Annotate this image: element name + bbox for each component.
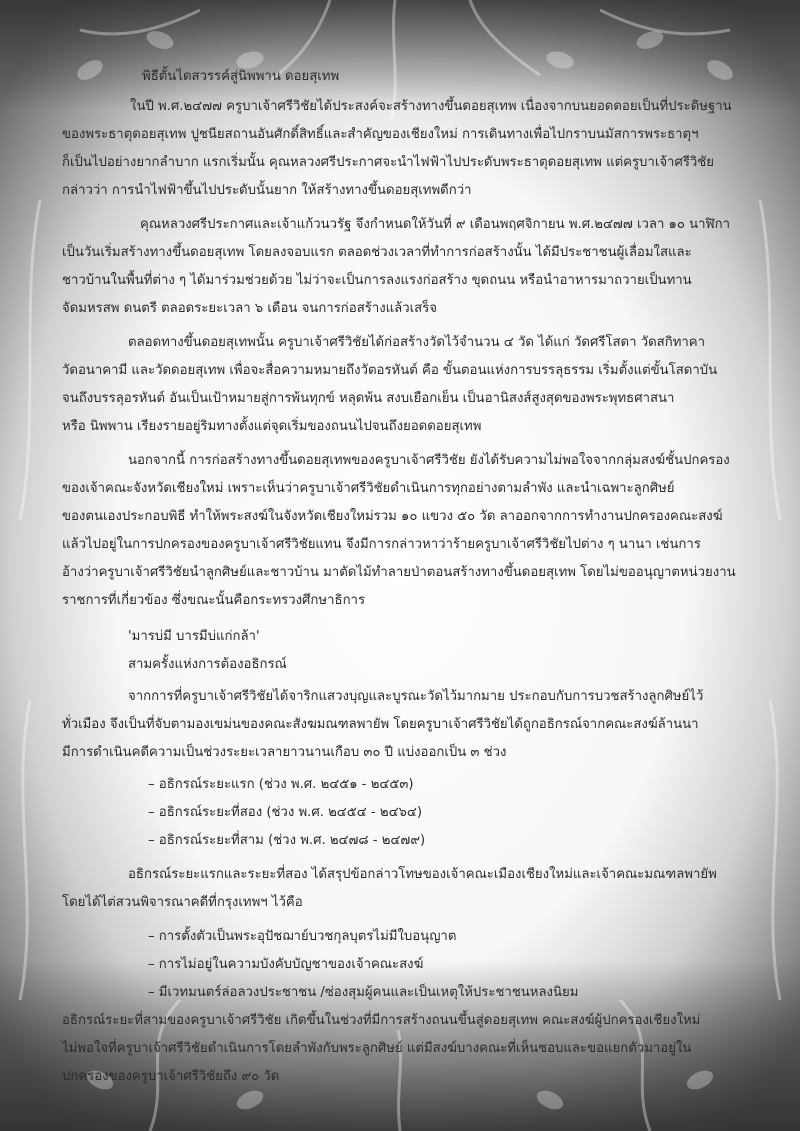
paragraph-line: ของเจ้าคณะจังหวัดเชียงใหม่ เพราะเห็นว่าครูบาเจ้าศรีวิชัยดำเนินการทุกอย่างตามลำพัง และนำเฉพาะลูกศิษย์ xyxy=(62,481,675,496)
paragraph-line: อธิกรณ์ระยะแรกและระยะที่สอง ได้สรุปข้อกล่าวโทษของเจ้าคณะเมืองเชียงใหม่และเจ้าคณะมณฑลพายัพ xyxy=(128,867,717,882)
quote-line: 'มารบ่มี บารมีบ่แก่กล้า' xyxy=(128,629,260,644)
paragraph-line: ก็เป็นไปอย่างยากลำบาก แรกเริ่มนั้น คุณหลวงศรีประกาศจะนำไฟฟ้าไปประดับพระธาตุดอยสุเทพ แต่ครูบาเจ้าศรีวิชัย xyxy=(62,155,714,170)
paragraph-line: ในปี พ.ศ.๒๔๗๗ ครูบาเจ้าศรีวิชัยได้ประสงค์จะสร้างทางขึ้นดอยสุเทพ เนื่องจากบนยอดดอยเป็นที่ประดิษฐาน xyxy=(130,99,732,114)
paragraph-line: ปกครองของครูบาเจ้าศรีวิชัยถึง ๙๐ วัด xyxy=(62,1069,280,1084)
paragraph-line: ไม่พอใจที่ครูบาเจ้าศรีวิชัยดำเนินการโดยลำพังกับพระลูกศิษย์ แต่มีสงฆ์บางคณะที่เห็นชอบและขอแยกตัวมาอยู่ใน xyxy=(62,1041,692,1056)
paragraph-line: คุณหลวงศรีประกาศและเจ้าแก้วนวรัฐ จึงกำหนดให้วันที่ ๙ เดือนพฤศจิกายน พ.ศ.๒๔๗๗ เวลา ๑๐ นาฬิกา xyxy=(140,217,730,232)
list-item: – อธิกรณ์ระยะที่สาม (ช่วง พ.ศ. ๒๔๗๘ - ๒๔๗๙) xyxy=(148,833,426,848)
paragraph-line: เป็นวันเริ่มสร้างทางขึ้นดอยสุเทพ โดยลงจอบแรก ตลอดช่วงเวลาที่ทำการก่อสร้างนั้น ได้มีประชาชนผู้เลื่อมใสและ xyxy=(62,245,692,260)
list-item: – อธิกรณ์ระยะที่สอง (ช่วง พ.ศ. ๒๔๕๔ - ๒๔๖๔) xyxy=(148,805,423,820)
paragraph-line: โดยได้ไต่สวนพิจารณาคดีที่กรุงเทพฯ ไว้คือ xyxy=(62,895,303,910)
paragraph-line: จากการที่ครูบาเจ้าศรีวิชัยได้จาริกแสวงบุญและบูรณะวัดไว้มากมาย ประกอบกับการบวชสร้างลูกศิษย์ไว้ xyxy=(128,689,704,704)
paragraph-line: หรือ นิพพาน เรียงรายอยู่ริมทางตั้งแต่จุดเริ่มของถนนไปจนถึงยอดดอยสุเทพ xyxy=(62,419,482,434)
paragraph-line: ราชการที่เกี่ยวข้อง ซึ่งขณะนั้นคือกระทรวงศึกษาธิการ xyxy=(62,593,366,608)
paragraph-line: จัดมหรสพ ดนตรี ตลอดระยะเวลา ๖ เดือน จนการก่อสร้างแล้วเสร็จ xyxy=(62,301,438,316)
paragraph-line: วัดอนาคามี และวัดดอยสุเทพ เพื่อจะสื่อความหมายถึงวัตอรหันต์ คือ ขั้นตอนแห่งการบรรลุธรรม เริ่มตั้งแต่ขั้นโสดาบัน xyxy=(62,363,718,378)
paragraph-line: ของตนเองประกอบพิธี ทำให้พระสงฆ์ในจังหวัดเชียงใหม่รวม ๑๐ แขวง ๕๐ วัด ลาออกจากการทำงานปกครองคณะสงฆ์ xyxy=(62,509,723,524)
paragraph-line: แล้วไปอยู่ในการปกครองของครูบาเจ้าศรีวิชัยแทน จึงมีการกล่าวหาว่าร้ายครูบาเจ้าศรีวิชัยไปต่าง ๆ นานา เช่นการ xyxy=(62,537,701,552)
list-item: – การไม่อยู่ในความบังคับบัญชาของเจ้าคณะสงฆ์ xyxy=(148,957,424,972)
paragraph-line: อธิกรณ์ระยะที่สามของครูบาเจ้าศรีวิชัย เกิดขึ้นในช่วงที่มีการสร้างถนนขึ้นสู่ดอยสุเทพ คณะสงฆ์ผู้ปกครองเชียงใหม่ xyxy=(62,1013,701,1028)
paragraph-line: อ้างว่าครูบาเจ้าศรีวิชัยนำลูกศิษย์และชาวบ้าน มาตัดไม้ทำลายป่าตอนสร้างทางขึ้นดอยสุเทพ โดยไม่ขออนุญาตหน่วยงาน xyxy=(62,565,736,580)
list-item: – อธิกรณ์ระยะแรก (ช่วง พ.ศ. ๒๔๕๑ - ๒๔๕๓) xyxy=(148,777,414,792)
paragraph-line: นอกจากนี้ การก่อสร้างทางขึ้นดอยสุเทพของครูบาเจ้าศรีวิชัย ยังได้รับความไม่พอใจจากกลุ่มสงฆ์ชั้นปกครอง xyxy=(128,453,730,468)
paragraph-line: มีการดำเนินคดีความเป็นช่วงระยะเวลายาวนานเกือบ ๓๐ ปี แบ่งออกเป็น ๓ ช่วง xyxy=(62,745,507,760)
paragraph-line: ทั่วเมือง จึงเป็นที่จับตามองเขม่นของคณะสังฆมณฑลพายัพ โดยครูบาเจ้าศรีวิชัยได้ถูกอธิกรณ์จากคณะสงฆ์ล้านนา xyxy=(62,717,699,732)
subheading: สามครั้งแห่งการต้องอธิกรณ์ xyxy=(128,657,287,672)
paragraph-line: กล่าวว่า การนำไฟฟ้าขึ้นไปประดับนั้นยาก ให้สร้างทางขึ้นดอยสุเทพดีกว่า xyxy=(62,183,472,198)
paragraph-line: ของพระธาตุดอยสุเทพ ปูชนียสถานอันศักดิ์สิทธิ์และสำคัญของเชียงใหม่ การเดินทางเพื่อไปกราบนมัสการพระธาตุฯ xyxy=(62,127,699,142)
list-item: – มีเวทมนตร์ล่อลวงประชาชน /ซ่องสุมผู้คนและเป็นเหตุให้ประชาชนหลงนิยม xyxy=(148,985,579,1000)
paragraph-line: ตลอดทางขึ้นดอยสุเทพนั้น ครูบาเจ้าศรีวิชัยได้ก่อสร้างวัดไว้จำนวน ๔ วัด ได้แก่ วัดศรีโสดา วัดสกิทาคา xyxy=(128,335,706,350)
paragraph-line: ชาวบ้านในพื้นที่ต่าง ๆ ได้มาร่วมช่วยด้วย ไม่ว่าจะเป็นการลงแรงก่อสร้าง ขุดถนน หรือนำอาหารมาถวายเป็นทาน xyxy=(62,273,692,288)
section-title: พิธีตั้นไดสวรรค์สู่นิพพาน ดอยสุเทพ xyxy=(142,69,340,84)
list-item: – การตั้งตัวเป็นพระอุปัชฌาย์บวชกุลบุตรไม่มีใบอนุญาต xyxy=(148,929,457,944)
paragraph-line: จนถึงบรรลุอรหันต์ อันเป็นเป้าหมายสู่การพ้นทุกข์ หลุดพ้น สงบเยือกเย็น เป็นอานิสงส์สูงสุดของพระพุทธศาสนา xyxy=(62,391,675,406)
